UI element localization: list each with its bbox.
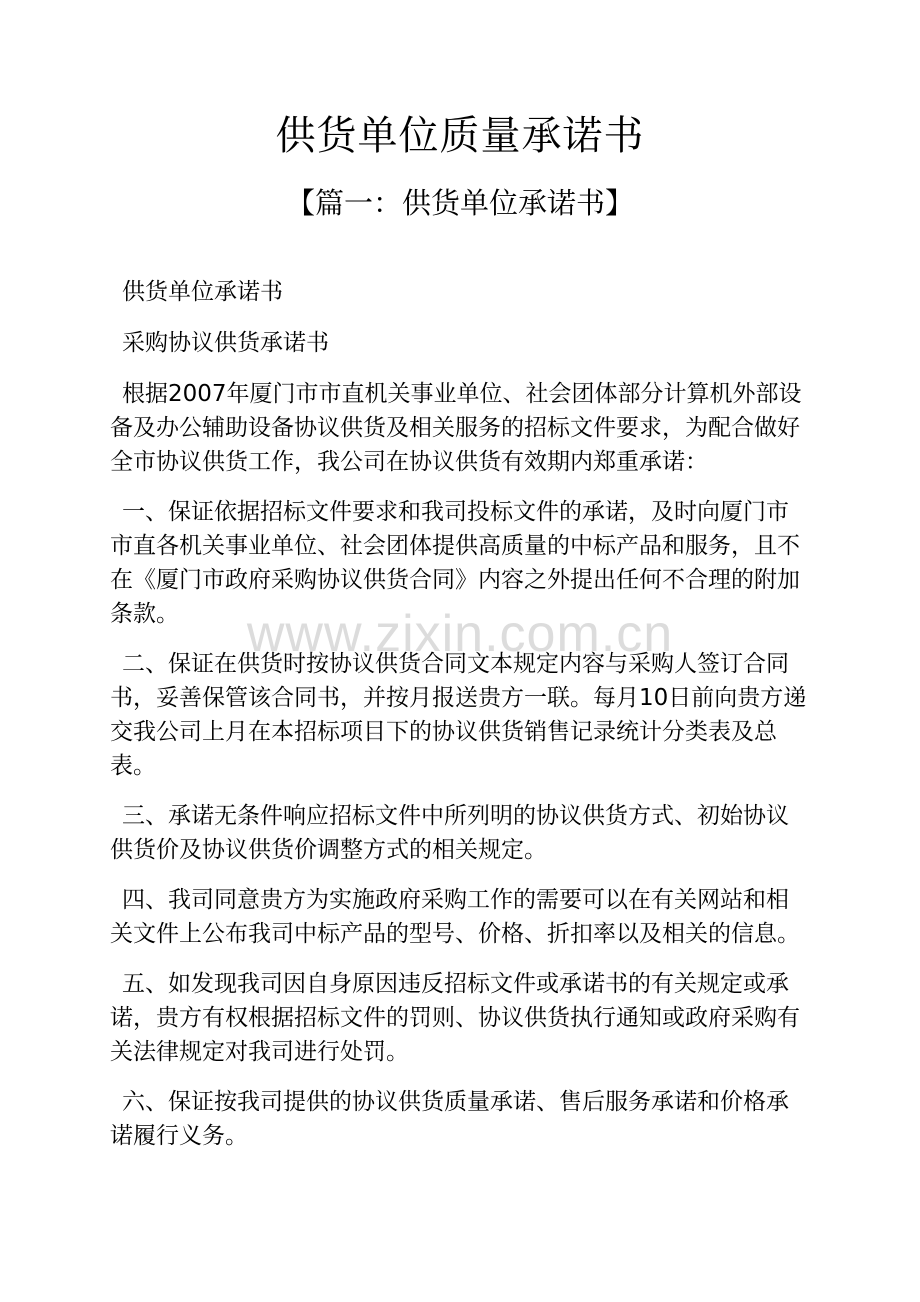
paragraph-heading-1: 供货单位承诺书: [122, 279, 283, 305]
paragraph-heading-2: 采购协议供货承诺书: [122, 330, 329, 356]
document-title: 供货单位质量承诺书: [275, 113, 645, 159]
paragraph-clause-6: 六、保证按我司提供的协议供货质量承诺、售后服务承诺和价格承诺履行义务。: [110, 1089, 789, 1149]
paragraph-clause-2: 二、保证在供货时按协议供货合同文本规定内容与采购人签订合同书，妥善保管该合同书，并按月报送贵方一联。每月10日前向贵方递交我公司上月在本招标项目下的协议供货销售记录统计分类表及总表。: [110, 651, 807, 779]
watermark: www.zixin.com.cn: [246, 605, 674, 663]
paragraph-clause-4: 四、我司同意贵方为实施政府采购工作的需要可以在有关网站和相关文件上公布我司中标产品的型号、价格、折扣率以及相关的信息。: [110, 887, 800, 947]
document-subtitle: 【篇一：供货单位承诺书】: [285, 186, 634, 220]
paragraph-clause-5: 五、如发现我司因自身原因违反招标文件或承诺书的有关规定或承诺，贵方有权根据招标文件的罚则、协议供货执行通知或政府采购有关法律规定对我司进行处罚。: [110, 971, 800, 1065]
paragraph-clause-1: 一、保证依据招标文件要求和我司投标文件的承诺，及时向厦门市市直各机关事业单位、社会团体提供高质量的中标产品和服务，且不在《厦门市政府采购协议供货合同》内容之外提出任何不合理的附加条款。: [110, 499, 800, 627]
document-body: [110, 275, 810, 1169]
paragraph-intro: 根据2007年厦门市市直机关事业单位、社会团体部分计算机外部设备及办公辅助设备协议供货及相关服务的招标文件要求，为配合做好全市协议供货工作，我公司在协议供货有效期内郑重承诺：: [110, 381, 802, 475]
paragraph-clause-3: 三、承诺无条件响应招标文件中所列明的协议供货方式、初始协议供货价及协议供货价调整方式的相关规定。: [110, 803, 789, 863]
